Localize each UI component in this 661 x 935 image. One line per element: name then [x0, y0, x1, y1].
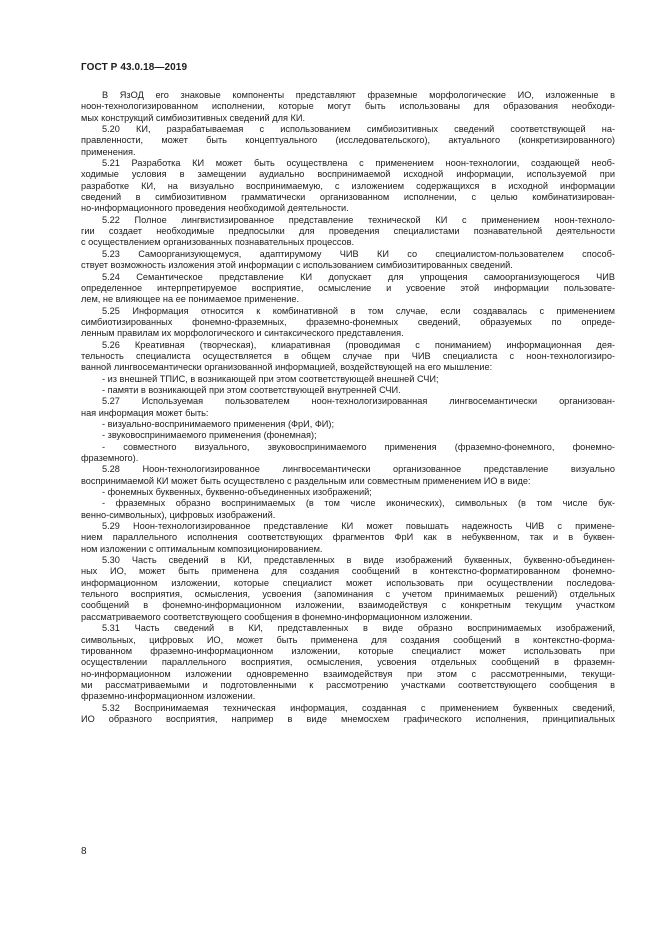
list-item-line: - фонемных буквенных, буквенно-объединенных изображений; — [102, 487, 372, 498]
paragraph — [81, 464, 615, 487]
bullet-list — [81, 419, 615, 442]
paragraph-line: нием параллельного исполнения соответствующих фрагментов ФрИ как в небуквенном, так и в буквен- — [81, 532, 615, 543]
bullet-list — [81, 498, 615, 521]
paragraph-line: информационном изложении, которые специалист может использовать при осуществлении последова- — [81, 577, 615, 588]
document-header: ГОСТ Р 43.0.18—2019 — [81, 62, 188, 73]
paragraph — [81, 215, 615, 249]
paragraph-line: правленности, может быть концептуального (исследовательского), актуального (конкретизированного) — [81, 135, 615, 146]
paragraph-line: ном изложении с оптимальным композиционированием. — [81, 543, 323, 554]
paragraph-line: 5.28 Ноон-технологизированное лингвосемантически организованное представление визуально — [102, 464, 615, 475]
paragraph-line: сведений в симбиозитивном грамматически организованном исполнении, с целью комбинатизирован- — [81, 192, 615, 203]
paragraph-line: воспринимаемой КИ может быть осуществлено с раздельным или совместным применением ИО в виде: — [81, 475, 531, 486]
paragraph-line: 5.31 Часть сведений в КИ, представленных в виде образно воспринимаемых изображений, — [102, 623, 615, 634]
paragraph-line: 5.22 Полное лингвистизированное представление технической КИ с применением ноон-техноло- — [102, 214, 615, 225]
paragraph-line: ленным правилам их морфологического и синтаксического представления. — [81, 328, 404, 339]
paragraph-line: 5.20 КИ, разрабатываемая с использованием симбиозитивных сведений соответствующей на- — [102, 124, 615, 135]
paragraph — [81, 521, 615, 555]
paragraph — [81, 90, 615, 124]
paragraph-line: 5.27 Используемая пользователем ноон-технологизированная лингвосемантически организован- — [102, 396, 615, 407]
paragraph-line: симбиотизированных фонемно-фраземных, фраземно-фонемных сведений, образуемых по опреде- — [81, 316, 615, 327]
document-body — [81, 90, 615, 725]
paragraph — [81, 703, 615, 726]
paragraph-line: разработке КИ, на визуально воспринимаемую, с изложением содержащихся в исходной информации — [81, 180, 615, 191]
list-item-line: венно-символьных), цифровых изображений. — [81, 509, 276, 520]
bullet-list — [81, 374, 615, 397]
paragraph-line: 5.32 Воспринимаемая техническая информация, созданная с применением буквенных сведений, — [102, 702, 615, 713]
paragraph-line: тельного восприятия, осмысления, усвоения (запоминания с учетом принимаемых решений) отдельных — [81, 589, 615, 600]
paragraph-line: но-информационного проведения необходимой деятельности. — [81, 203, 349, 214]
paragraph-line: 5.25 Информация относится к комбинативной в том случае, если создавалась с применением — [102, 305, 615, 316]
paragraph-line: рассматриваемого соответствующего сообщения в фонемно-информационном изложении. — [81, 611, 473, 622]
paragraph-line: лем, не влияющее на ее понимаемое применение. — [81, 294, 300, 305]
paragraph-line: применения. — [81, 146, 136, 157]
paragraph-line: 5.29 Ноон-технологизированное представление КИ может повышать надежность ЧИВ с примене- — [102, 521, 615, 532]
paragraph — [81, 158, 615, 215]
paragraph-line: сообщений в фонемно-информационном изложении, взаимодействуя с конкретным текущим участком — [81, 600, 615, 611]
paragraph-line: ИО образного восприятия, например в виде мнемосхем графического исполнения, принципиальных — [81, 713, 615, 724]
list-item-line: - совместного визуального, звуковоспринимаемого применения (фраземно-фонемного, фонемно- — [102, 441, 615, 452]
paragraph-line: ходимые условия в замещении аудиально воспринимаемой исходной информации, используемой при — [81, 169, 615, 180]
paragraph — [81, 396, 615, 419]
paragraph — [81, 272, 615, 306]
paragraph-line: тельность специалиста осуществляется в общем случае при ЧИВ специалиста с ноон-технологизиро- — [81, 350, 615, 361]
paragraph-line: 5.23 Самоорганизующемуся, адаптирумому ЧИВ КИ со специалистом-пользователем способ- — [102, 248, 615, 259]
paragraph-line: тированном фраземно-информационном изложении, которые специалист может использовать при — [81, 645, 615, 656]
bullet-list — [81, 487, 615, 498]
paragraph-line: но-информационном изложении одновременно взаимодействуя при этом с рассмотренными, текущи- — [81, 668, 615, 679]
paragraph-line: фраземно-информационном изложении. — [81, 691, 256, 702]
page-number: 8 — [81, 846, 87, 857]
bullet-list — [81, 442, 615, 465]
paragraph — [81, 124, 615, 158]
paragraph — [81, 306, 615, 340]
paragraph-line: мых конструкций симбиозитивных сведений для КИ. — [81, 112, 305, 123]
paragraph-line: ми рассматриваемыми и подготовленными к рассмотрению участками соответствующего сообщения в — [81, 679, 615, 690]
paragraph-line: 5.21 Разработка КИ может быть осуществлена с применением ноон-технологии, создающей необ- — [102, 158, 615, 169]
paragraph — [81, 249, 615, 272]
paragraph-line: ных ИО, может быть применена для создания сообщений в контекстно-форматированном фонемно- — [81, 566, 615, 577]
list-item-line: фраземного). — [81, 453, 139, 463]
paragraph-line: символьных, цифровых ИО, может быть применена для создания сообщений в контекстно-форма- — [81, 634, 615, 645]
paragraph — [81, 555, 615, 623]
paragraph-line: В ЯзОД его знаковые компоненты представляют фраземные морфологические ИО, изложенные в — [102, 90, 615, 100]
list-item-line: - фраземных образно воспринимаемых (в том числе иконических), символьных (в том числе бук- — [102, 498, 615, 509]
list-item-line: - звуковоспринимаемого применения (фонемная); — [102, 430, 317, 441]
paragraph — [81, 340, 615, 374]
paragraph-line: 5.30 Часть сведений в КИ, представленных в виде изображений буквенных, буквенно-объединен- — [102, 555, 615, 566]
paragraph-line: гии создает необходимые предпосылки для проведения специалистами познавательной деятельности — [81, 226, 615, 237]
paragraph-line: 5.26 Креативная (творческая), клиаративная (проводимая с пониманием) информационная дея- — [102, 339, 615, 350]
list-item-line: - визуально-воспринимаемого применения (ФрИ, ФИ); — [102, 418, 335, 429]
paragraph-line: ноон-технологизированном исполнении, которые могут быть использованы для образования необходи- — [81, 101, 615, 112]
list-item-line: - из внешней ТПИС, в возникающей при этом соответствующей внешней СЧИ; — [102, 373, 439, 384]
paragraph-line: 5.24 Семантическое представление КИ допускает для упрощения самоорганизующегося ЧИВ — [102, 271, 615, 282]
paragraph-line: с осуществлением организованных познавательных процессов. — [81, 237, 355, 248]
list-item-line: - памяти в возникающей при этом соответствующей внутренней СЧИ. — [102, 384, 401, 395]
paragraph-line: определенное интерпретируемое восприятие, осмысление и усвоение этой информации пользовате- — [81, 282, 615, 293]
paragraph-line: ванной лингвосемантически организованной информацией, воздействующей на его мышление: — [81, 362, 493, 373]
paragraph-line: осуществлении параллельного восприятия, осмысления, усвоения отдельных сообщений в фраземн- — [81, 657, 615, 668]
paragraph — [81, 623, 615, 702]
paragraph-line: ная информация может быть: — [81, 407, 209, 418]
paragraph-line: ствует возможность изложения этой информации с использованием симбиозитированных сведений. — [81, 260, 513, 271]
